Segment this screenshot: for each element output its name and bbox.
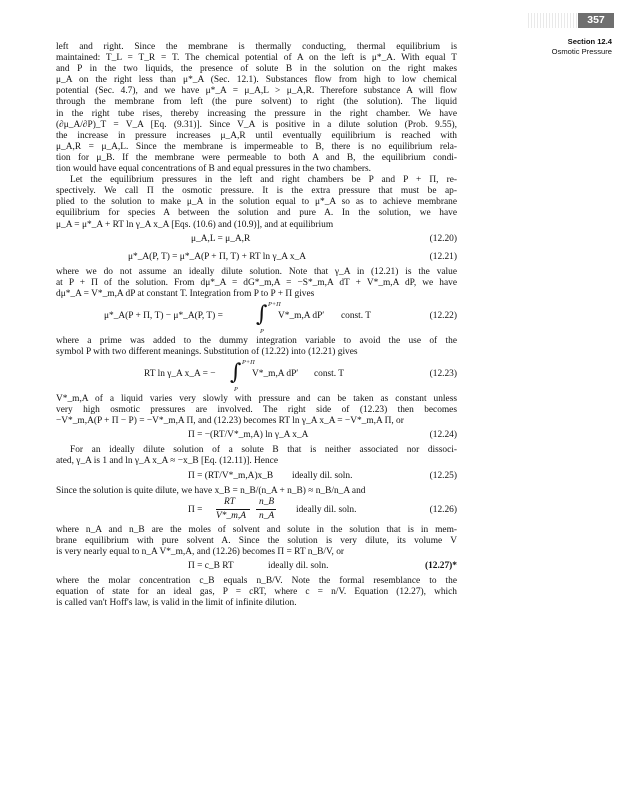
paragraph-7 [56, 486, 457, 497]
equation-expr: Π = (RT/V*_m,A)x_B [188, 470, 274, 481]
equation-number: (12.23) [429, 369, 457, 380]
fraction-bar [256, 509, 276, 510]
fraction-bar [216, 509, 250, 510]
equation-12-21 [56, 249, 457, 267]
paragraph-4 [56, 336, 457, 358]
equation-number: (12.25) [429, 470, 457, 481]
equation-expr: Π = c_B RT [188, 560, 234, 571]
text-line: in the right tube rises, thereby increasing the pressure in the right chamber. We have [56, 108, 457, 119]
page-number: 357 [578, 13, 614, 28]
equation-number: (12.20) [429, 233, 457, 244]
text-line: Since the solution is quite dilute, we have x_B = n_B/(n_A + n_B) ≈ n_B/n_A and [56, 485, 366, 496]
equation-12-22 [56, 300, 457, 336]
equation-condition: const. T [314, 369, 345, 380]
equation-expr: μ_A,L = μ_A,R [191, 233, 251, 244]
upper-limit: P+Π [242, 359, 255, 367]
fraction-denominator: V*_m,A [216, 510, 246, 521]
text-line: is very nearly equal to n_A V*_m,A, and (12.26) becomes Π = RT n_B/V, or [56, 546, 345, 557]
equation-number: (12.24) [429, 430, 457, 441]
equation-12-24 [56, 427, 457, 445]
equation-number: (12.27)* [424, 560, 457, 571]
equation-12-26 [56, 497, 457, 525]
text-line: dμ*_A = V*_m,A dP at constant T. Integration from P to P + Π gives [56, 288, 315, 299]
paragraph-9 [56, 576, 457, 609]
paragraph-8 [56, 525, 457, 558]
upper-limit: P+Π [268, 300, 281, 308]
text-line: symbol P with two different meanings. Substitution of (12.22) into (12.21) gives [56, 346, 358, 357]
text-line: at P + Π of the solution. From dμ*_A = dG*_m,A = −S*_m,A dT + V*_m,A dP, we have [56, 277, 457, 288]
text-line: equation of state for an ideal gas, P = cRT, where c = n/V. Equation (12.27), which [56, 587, 457, 597]
section-title: Section 12.4 [567, 37, 612, 46]
fraction-denominator: n_A [259, 510, 275, 521]
equation-number: (12.26) [429, 504, 457, 515]
paragraph-1 [56, 42, 457, 175]
section-subtitle: Osmotic Pressure [551, 47, 612, 56]
equation-lhs: Π = [188, 504, 203, 515]
text-line: where a prime was added to the dummy integration variable to avoid the use of the [56, 335, 457, 346]
integrand: V*_m,A dP′ [278, 310, 325, 321]
equation-expr: μ*_A(P, T) = μ*_A(P + Π, T) + RT ln γ_A x_A [128, 251, 307, 262]
text-line: −V*_m,A(P + Π − P) = −V*_m,A Π, and (12.23) becomes RT ln γ_A x_A = −V*_m,A Π, or [56, 416, 404, 427]
equation-number: (12.21) [429, 251, 457, 262]
text-line: equilibrium for species A between the solution and pure A. In the solution, we have [56, 208, 457, 219]
equation-expr: Π = −(RT/V*_m,A) ln γ_A x_A [188, 430, 309, 441]
text-line: spectively. We call Π the osmotic pressure. It is the extra pressure that must be ap- [56, 186, 457, 197]
integral-sign: ∫ [230, 360, 242, 386]
lower-limit: P [234, 386, 238, 394]
equation-number: (12.22) [429, 310, 457, 321]
text-line: very high osmotic pressures are involved. The right side of (12.23) then becomes [56, 405, 457, 416]
text-line: potential (Sec. 4.7), and we have μ*_A = μ_A,L > μ_A,R. Therefore substance A will flow [56, 86, 457, 97]
text-line: tion would have equal concentrations of B and equal pressures in the two chambers. [56, 164, 372, 175]
equation-12-27 [56, 558, 457, 576]
paragraph-3 [56, 267, 457, 300]
text-line: tion for μ_B. If the membrane were permeable to both A and B, the equilibrium condi- [56, 152, 457, 163]
equation-condition: ideally dil. soln. [296, 504, 357, 515]
text-line: left and right. Since the membrane is thermally conducting, thermal equilibrium is [56, 42, 457, 52]
lower-limit: P [260, 327, 264, 335]
fraction-numerator: n_B [259, 496, 275, 507]
text-line: maintained: T_L = T_R = T. The chemical potential of A on the left is μ*_A. With equal T [56, 53, 457, 64]
paragraph-6 [56, 445, 457, 467]
equation-12-20 [56, 231, 457, 249]
text-line: Let the equilibrium pressures in the left and right chambers be P and P + Π, re- [70, 175, 457, 186]
text-line: brane equilibrium with pure solvent A. Since the solution is very dilute, its volume V [56, 535, 457, 546]
text-line: plied to the solution to make μ_A in the solution equal to μ*_A so as to achieve membrane [56, 197, 457, 208]
text-column [56, 42, 457, 609]
paragraph-5 [56, 394, 457, 427]
equation-condition: ideally dil. soln. [292, 470, 353, 481]
text-line: where we do not assume an ideally dilute solution. Note that γ_A in (12.21) is the value [56, 266, 457, 277]
paragraph-2 [56, 175, 457, 230]
text-line: the increase in pressure increases μ_A,R until eventually equilibrium is reached with [56, 130, 457, 141]
text-line: through the membrane from left (the pure solvent) to right (the solution). The liquid [56, 97, 457, 108]
text-line: where n_A and n_B are the moles of solvent and solute in the solution that is in mem- [56, 524, 457, 535]
text-line: μ_A on the right less than μ*_A (Sec. 12.1). Substances flow from high to low chemical [56, 75, 457, 86]
text-line: (∂μ_A/∂P)_T = V̄_A [Eq. (9.31)]. Since V̄_A is positive in a dilute solution (Prob. 9.55), [56, 119, 457, 130]
integrand: V*_m,A dP′ [252, 369, 299, 380]
fraction-numerator: RT [224, 496, 235, 507]
equation-12-23 [56, 358, 457, 394]
text-line: and P in the two liquids, the presence of solute B in the solution on the right makes [56, 64, 457, 75]
text-line: where the molar concentration c_B equals n_B/V. Note the formal resemblance to the [56, 575, 457, 586]
text-line: μ_A,R = μ_A,L. Since the membrane is impermeable to B, there is no equilibrium rela- [56, 141, 457, 152]
equation-lhs: RT ln γ_A x_A = − [144, 369, 216, 380]
equation-condition: const. T [341, 310, 372, 321]
text-line: For an ideally dilute solution of a solute B that is neither associated nor dissoci- [70, 445, 457, 456]
text-line: ated, γ_A is 1 and ln γ_A x_A ≈ −x_B [Eq. (12.11)]. Hence [56, 456, 278, 467]
text-line: is called van't Hoff's law, is valid in the limit of infinite dilution. [56, 598, 297, 609]
equation-condition: ideally dil. soln. [268, 560, 329, 571]
integral-sign: ∫ [256, 301, 268, 327]
equation-lhs: μ*_A(P + Π, T) − μ*_A(P, T) = [104, 310, 223, 321]
equation-12-25 [56, 468, 457, 486]
text-line: μ_A = μ*_A + RT ln γ_A x_A [Eqs. (10.6) and (10.9)], and at equilibrium [56, 219, 334, 230]
text-line: V*_m,A of a liquid varies very slowly with pressure and can be taken as constant unless [56, 394, 457, 405]
